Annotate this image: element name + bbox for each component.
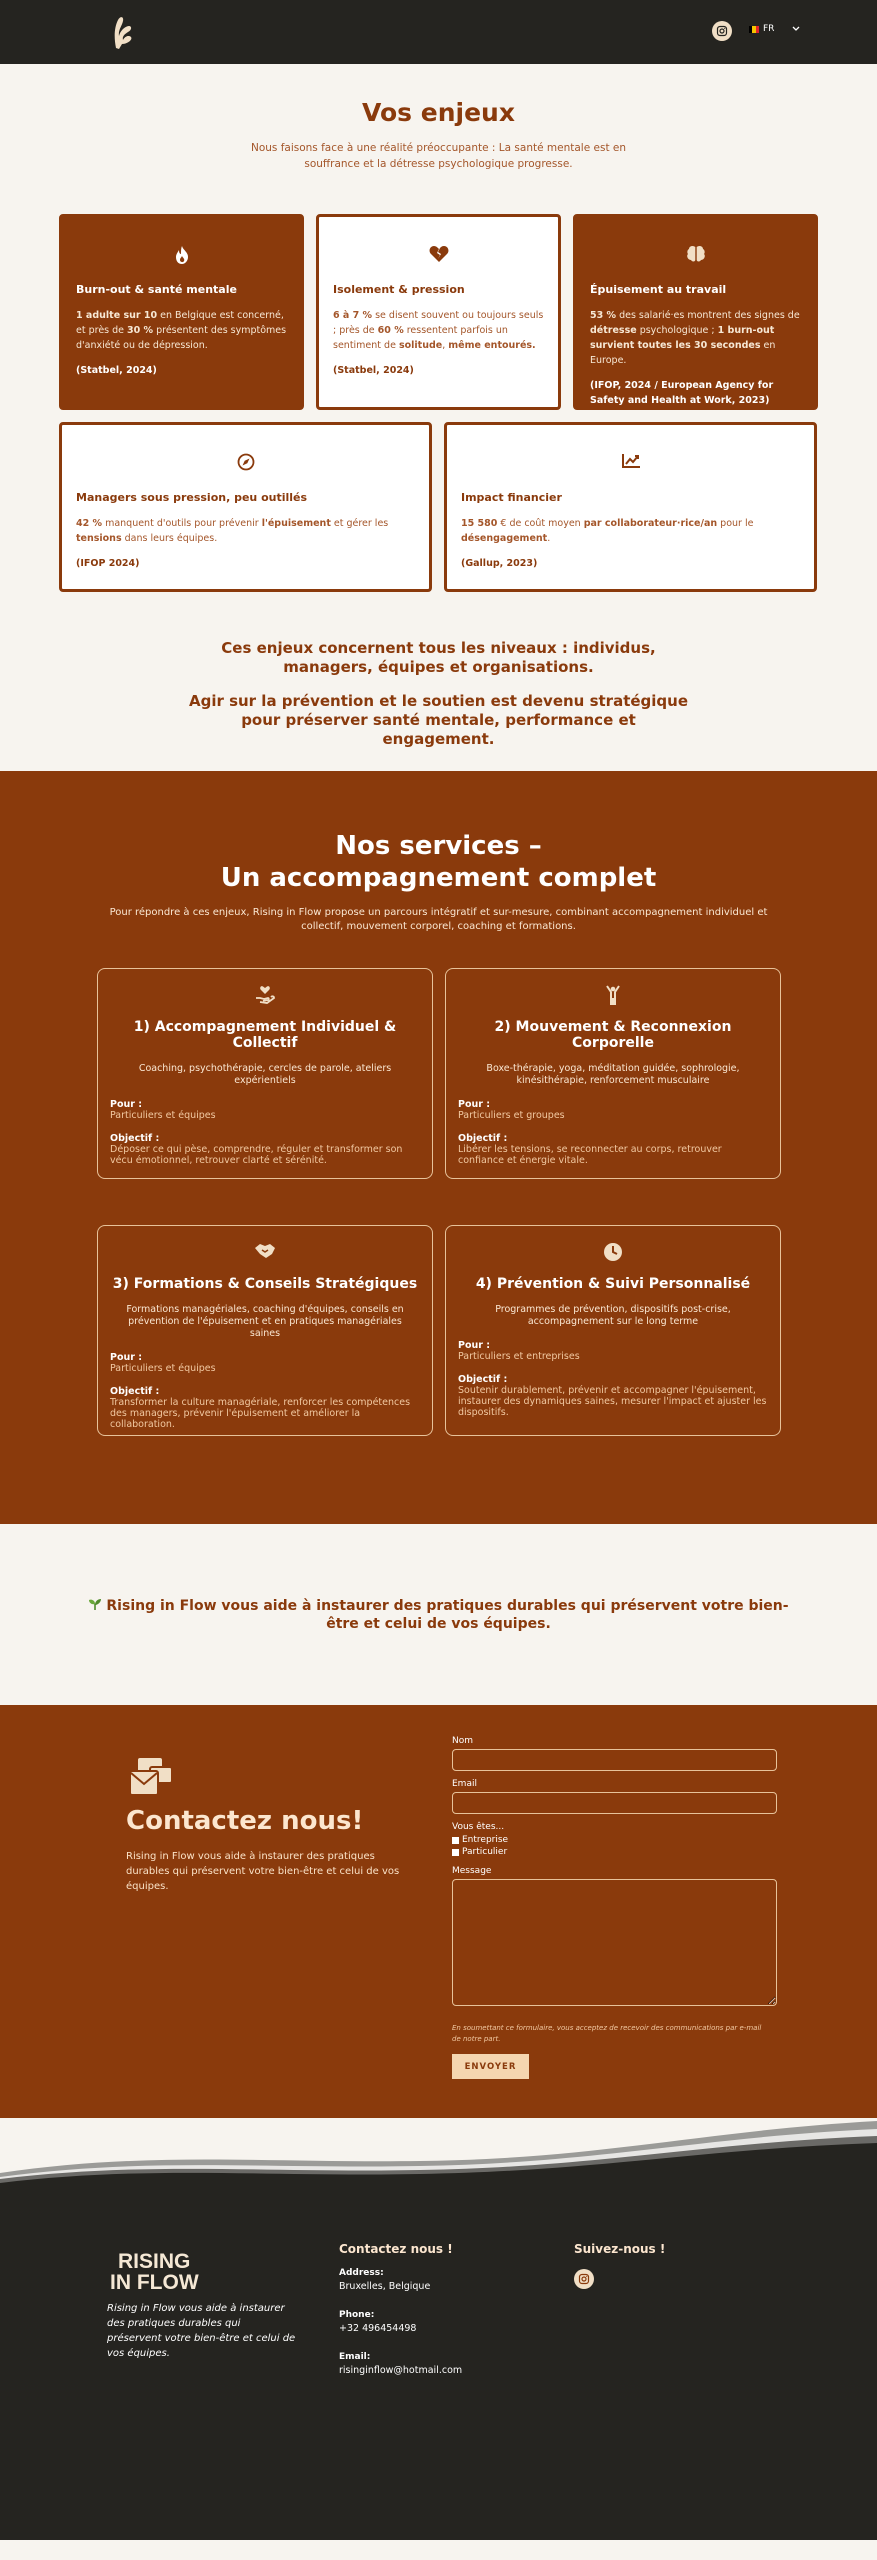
email-value[interactable]: risinginflow@hotmail.com bbox=[339, 2365, 463, 2376]
belgium-flag-icon bbox=[749, 26, 759, 33]
service-objectif-value: Transformer la culture managériale, renforcer les compétences des managers, prévenir l'épuisement et améliorer la collaboration. bbox=[110, 1397, 411, 1430]
service-objectif-value: Déposer ce qui pèse, comprendre, réguler et transformer son vécu émotionnel, retrouver clarté et sérénité. bbox=[110, 1144, 403, 1166]
enjeux-card bbox=[59, 214, 304, 410]
service-title: 2) Mouvement & Reconnexion Corporelle bbox=[494, 1019, 732, 1051]
enjeux-card-text: 15 580 € de coût moyen par collaborateur·rice/an pour le désengagement. bbox=[461, 518, 754, 544]
enjeux-card bbox=[59, 422, 432, 592]
wave-divider bbox=[0, 2103, 877, 2183]
message-label: Message bbox=[452, 1866, 492, 1876]
footer-tagline: Rising in Flow vous aide à instaurer des pratiques durables qui préservent votre bien-être et celui de vos équipes. bbox=[107, 2303, 296, 2359]
logo-icon[interactable] bbox=[108, 14, 136, 50]
enjeux-card-title: Managers sous pression, peu outillés bbox=[76, 491, 308, 504]
service-objectif-label: Objectif : bbox=[458, 1133, 508, 1144]
enjeux-card-source: (Statbel, 2024) bbox=[76, 365, 157, 376]
footer-logo-line2: IN FLOW bbox=[110, 2271, 199, 2294]
enjeux-card-title: Isolement & pression bbox=[333, 283, 465, 296]
service-title: 4) Prévention & Suivi Personnalisé bbox=[475, 1276, 751, 1292]
enjeux-subtitle: Nous faisons face à une réalité préoccupante : La santé mentale est en souffrance et la détresse psychologique progresse. bbox=[250, 142, 627, 170]
who-label: Vous êtes... bbox=[452, 1822, 505, 1832]
language-selector[interactable] bbox=[749, 24, 800, 34]
service-objectif-label: Objectif : bbox=[110, 1133, 160, 1144]
rising-banner bbox=[0, 1524, 877, 1705]
service-pour-value: Particuliers et équipes bbox=[110, 1363, 216, 1374]
service-card bbox=[445, 1225, 781, 1436]
chart-line-icon bbox=[461, 453, 800, 475]
footer-logo[interactable] bbox=[110, 2251, 199, 2293]
enjeux-card-text: 6 à 7 % se disent souvent ou toujours seuls ; près de 60 % ressentent parfois un sentiment de solitude, même entourés. bbox=[333, 310, 544, 351]
enjeux-title: Vos enjeux bbox=[362, 98, 515, 127]
entreprise-label: Entreprise bbox=[462, 1835, 509, 1845]
address-value: Bruxelles, Belgique bbox=[339, 2281, 431, 2292]
enjeux-card-text: 1 adulte sur 10 en Belgique est concerné, et près de 30 % présentent des symptômes d'anxiété ou de dépression. bbox=[76, 310, 287, 351]
service-objectif-value: Libérer les tensions, se reconnecter au corps, retrouver confiance et énergie vitale. bbox=[458, 1144, 722, 1166]
email-label: Email: bbox=[339, 2352, 371, 2362]
enjeux-card-text: 42 % manquent d'outils pour prévenir l'épuisement et gérer les tensions dans leurs équipes. bbox=[76, 518, 389, 544]
compass-icon bbox=[76, 453, 415, 475]
mail-icon bbox=[128, 1757, 174, 1797]
particulier-checkbox[interactable] bbox=[452, 1847, 777, 1857]
services-title-line2: Un accompagnement complet bbox=[220, 863, 657, 893]
flame-icon bbox=[76, 245, 287, 267]
services-section bbox=[0, 771, 877, 1524]
top-navbar bbox=[0, 0, 877, 64]
services-title-line1: Nos services – bbox=[335, 831, 542, 861]
enjeux-cards-row-1 bbox=[59, 214, 818, 410]
enjeux-cards-row-2 bbox=[59, 422, 818, 592]
service-objectif-value: Soutenir durablement, prévenir et accompagner l'épuisement, instaurer des dynamiques saines, mesurer l'impact et ajuster les dispositifs. bbox=[458, 1385, 767, 1418]
enjeux-section bbox=[0, 64, 877, 771]
footer-logo-line1: RISING bbox=[118, 2250, 191, 2273]
checkbox-icon[interactable] bbox=[452, 1837, 459, 1844]
language-label: FR bbox=[763, 24, 775, 34]
broken-heart-icon bbox=[333, 245, 544, 267]
services-grid bbox=[97, 968, 877, 1436]
email-label: Email bbox=[452, 1779, 477, 1789]
seedling-icon bbox=[88, 1597, 102, 1611]
hand-heart-icon bbox=[110, 985, 420, 1007]
checkbox-icon[interactable] bbox=[452, 1849, 459, 1856]
service-card bbox=[445, 968, 781, 1179]
enjeux-card-text: 53 % des salarié·es montrent des signes de détresse psychologique ; 1 burn-out survient toutes les 30 secondes en Europe. bbox=[590, 310, 800, 366]
instagram-icon[interactable] bbox=[712, 21, 732, 41]
brain-icon bbox=[590, 245, 801, 267]
service-objectif-label: Objectif : bbox=[110, 1386, 160, 1397]
services-title bbox=[0, 830, 877, 894]
enjeux-statement: Agir sur la prévention et le soutien est devenu stratégique pour préserver santé mentale, performance et engagement. bbox=[188, 692, 689, 748]
rising-text bbox=[79, 1597, 799, 1633]
footer-contact-column bbox=[339, 2242, 462, 2376]
service-pour-label: Pour : bbox=[110, 1352, 143, 1363]
contact-text: Rising in Flow vous aide à instaurer des pratiques durables qui préservent votre bien-être et celui de vos équipes. bbox=[126, 1851, 400, 1892]
enjeux-card-title: Impact financier bbox=[461, 491, 562, 504]
service-title: 3) Formations & Conseils Stratégiques bbox=[112, 1276, 418, 1292]
footer-contact-title: Contactez nous ! bbox=[339, 2242, 453, 2256]
enjeux-card-source: (IFOP 2024) bbox=[76, 558, 140, 569]
name-field[interactable] bbox=[452, 1749, 777, 1771]
enjeux-card-title: Épuisement au travail bbox=[590, 283, 727, 296]
service-desc: Programmes de prévention, dispositifs post-crise, accompagnement sur le long terme bbox=[495, 1304, 731, 1327]
service-objectif-label: Objectif : bbox=[458, 1374, 508, 1385]
footer-follow-title: Suivez-nous ! bbox=[574, 2242, 666, 2256]
person-stretch-icon bbox=[458, 985, 768, 1007]
name-label: Nom bbox=[452, 1736, 474, 1746]
footer-social-column bbox=[574, 2242, 665, 2289]
handshake-icon bbox=[110, 1242, 420, 1264]
phone-value[interactable]: +32 496454498 bbox=[339, 2323, 417, 2334]
contact-title: Contactez nous! bbox=[126, 1806, 364, 1836]
enjeux-statement: Ces enjeux concernent tous les niveaux : individus, managers, équipes et organisations. bbox=[221, 639, 656, 676]
contact-form bbox=[452, 1736, 777, 2079]
contact-section bbox=[0, 1705, 877, 2118]
message-field[interactable] bbox=[452, 1879, 777, 2006]
enjeux-card-source: (Statbel, 2024) bbox=[333, 365, 414, 376]
service-pour-value: Particuliers et groupes bbox=[458, 1110, 565, 1121]
service-desc: Boxe-thérapie, yoga, méditation guidée, sophrologie, kinésithérapie, renforcement musculaire bbox=[486, 1063, 740, 1086]
enjeux-card-title: Burn-out & santé mentale bbox=[76, 283, 237, 296]
services-intro: Pour répondre à ces enjeux, Rising in Flow propose un parcours intégratif et sur-mesure, combinant accompagnement individuel et collectif, mouvement corporel, coaching et formations. bbox=[109, 907, 768, 932]
entreprise-checkbox[interactable] bbox=[452, 1835, 777, 1845]
enjeux-card-source: (IFOP, 2024 / European Agency for Safety and Health at Work, 2023) bbox=[590, 380, 774, 406]
service-pour-label: Pour : bbox=[110, 1099, 143, 1110]
clock-icon bbox=[458, 1242, 768, 1264]
enjeux-card bbox=[444, 422, 817, 592]
service-desc: Coaching, psychothérapie, cercles de parole, ateliers expérientiels bbox=[138, 1063, 392, 1086]
enjeux-card bbox=[316, 214, 561, 410]
submit-button[interactable]: ENVOYER bbox=[452, 2054, 529, 2079]
service-pour-label: Pour : bbox=[458, 1099, 491, 1110]
service-desc: Formations managériales, coaching d'équipes, conseils en prévention de l'épuisement et en pratiques managériales saines bbox=[126, 1304, 404, 1339]
service-pour-value: Particuliers et équipes bbox=[110, 1110, 216, 1121]
service-card bbox=[97, 1225, 433, 1436]
service-pour-label: Pour : bbox=[458, 1340, 491, 1351]
service-pour-value: Particuliers et entreprises bbox=[458, 1351, 580, 1362]
chevron-down-icon bbox=[792, 26, 800, 32]
enjeux-card-source: (Gallup, 2023) bbox=[461, 558, 538, 569]
service-card bbox=[97, 968, 433, 1179]
particulier-label: Particulier bbox=[462, 1847, 508, 1857]
enjeux-card bbox=[573, 214, 818, 410]
consent-note: En soumettant ce formulaire, vous acceptez de recevoir des communications par e-mail de notre part. bbox=[452, 2024, 762, 2043]
service-title: 1) Accompagnement Individuel & Collectif bbox=[133, 1019, 397, 1051]
email-field[interactable] bbox=[452, 1792, 777, 1814]
rising-text-content: Rising in Flow vous aide à instaurer des pratiques durables qui préservent votre bien-être et celui de vos équipes. bbox=[106, 1597, 789, 1632]
address-label: Address: bbox=[339, 2268, 384, 2278]
instagram-icon[interactable] bbox=[574, 2269, 594, 2289]
footer bbox=[0, 2173, 877, 2540]
phone-label: Phone: bbox=[339, 2310, 375, 2320]
